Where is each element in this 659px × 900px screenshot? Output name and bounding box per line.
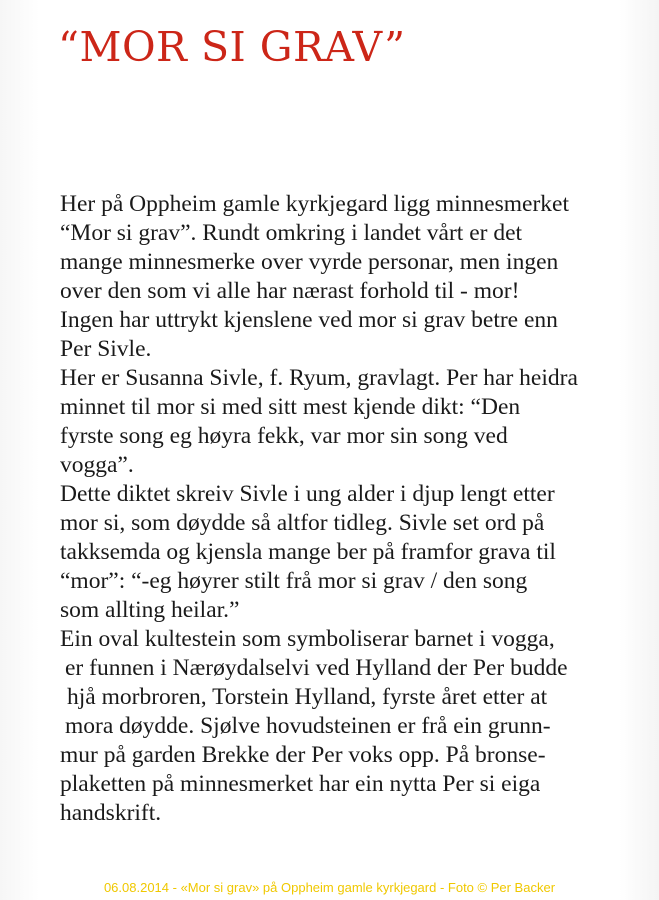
sign-title: “MOR SI GRAV” — [58, 23, 406, 71]
text-line: Her er Susanna Sivle, f. Ryum, gravlagt. Per har heidra — [60, 365, 578, 391]
photo-caption: 06.08.2014 - «Mor si grav» på Oppheim gamle kyrkjegard - Foto © Per Backer — [103, 880, 556, 895]
text-line: “Mor si grav”. Rundt omkring i landet vårt er det — [60, 220, 523, 246]
text-line: “mor”: “-eg høyrer stilt frå mor si grav / den song — [60, 568, 528, 594]
text-line: Ingen har uttrykt kjenslene ved mor si grav betre enn — [60, 307, 558, 333]
text-line: hjå morbroren, Torstein Hylland, fyrste året etter at — [67, 684, 548, 710]
text-line: Per Sivle. — [60, 336, 152, 362]
text-line: mange minnesmerke over vyrde personar, men ingen — [60, 249, 559, 275]
text-line: som allting heilar.” — [60, 597, 240, 623]
text-line: takksemda og kjensla mange ber på framfor grava til — [60, 539, 556, 565]
text-line: fyrste song eg høyra fekk, var mor sin song ved — [60, 423, 508, 449]
text-line: mur på garden Brekke der Per voks opp. På bronse- — [60, 742, 546, 768]
text-line: Ein oval kultestein som symboliserar barnet i vogga, — [60, 626, 555, 652]
text-line: handskrift. — [60, 800, 162, 826]
text-line: er funnen i Nærøydalselvi ved Hylland der Per budde — [65, 655, 568, 681]
text-line: over den som vi alle har nærast forhold til - mor! — [60, 278, 520, 304]
sign-body-text — [60, 190, 650, 828]
text-line: vogga”. — [60, 452, 134, 478]
text-line: mora døydde. Sjølve hovudsteinen er frå ein grunn- — [65, 713, 551, 739]
text-line: plaketten på minnesmerket har ein nytta Per si eiga — [60, 771, 541, 797]
text-line: minnet til mor si med sitt mest kjende dikt: “Den — [60, 394, 521, 420]
text-line: Dette diktet skreiv Sivle i ung alder i djup lengt etter — [60, 481, 555, 507]
text-line: mor si, som døydde så altfor tidleg. Sivle set ord på — [60, 510, 545, 536]
text-line: Her på Oppheim gamle kyrkjegard ligg minnesmerket — [60, 191, 570, 217]
